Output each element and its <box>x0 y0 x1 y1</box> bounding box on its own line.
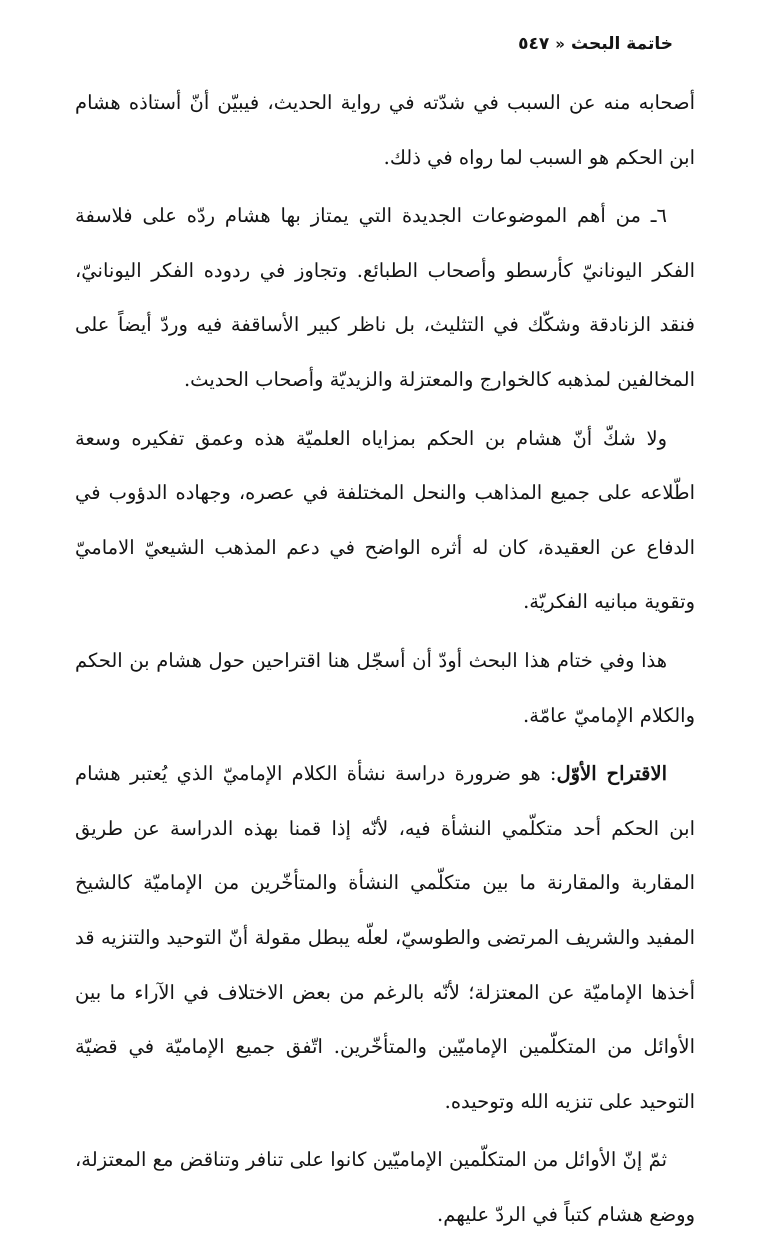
paragraph-4 <box>75 634 695 743</box>
paragraph-4-text: هذا وفي ختام هذا البحث أودّ أن أسجّل هنا اقتراحين حول هشام بن الحكم والكلام الإماميّ عامّة. <box>75 648 695 727</box>
paragraph-6 <box>75 1133 695 1242</box>
paragraph-5-bold-lead: الاقتراح الأوّل <box>556 762 668 786</box>
running-header <box>40 30 673 58</box>
paragraph-3-text: ولا شكّ أنّ هشام بن الحكم بمزاياه العلميّة هذه وعمق تفكيره وسعة اطّلاعه على جميع المذاهب والنحل المختلفة في عصره، وجهاده الدؤوب في الدفاع عن العقيدة، كان له أثره الواضح في دعم المذهب الشيعيّ الاماميّ وتقوية مبانيه الفكريّة. <box>75 426 695 614</box>
paragraph-3 <box>75 412 695 630</box>
paragraph-2-text: ٦ـ من أهم الموضوعات الجديدة التي يمتاز بها هشام ردّه على فلاسفة الفكر اليونانيّ كأرسطو وأصحاب الطبائع. وتجاوز في ردوده الفكر اليونانيّ، فنقد الزنادقة وشكّك في التثليث، بل ناظر كبير الأساقفة فيه وردّ أيضاً على المخالفين لمذهبه كالخوارج والمعتزلة والزيديّة وأصحاب الحديث. <box>75 204 695 391</box>
body-text <box>75 76 695 1246</box>
paragraph-6-text: ثمّ إنّ الأوائل من المتكلّمين الإماميّين كانوا على تنافر وتناقض مع المعتزلة، ووضع هشام كتباً في الردّ عليهم. <box>75 1148 695 1226</box>
paragraph-5-text: : هو ضرورة دراسة نشأة الكلام الإماميّ الذي يُعتبر هشام ابن الحكم أحد متكلّمي النشأة فيه، لأنّه إذا قمنا بهذه الدراسة عن طريق المقاربة والمقارنة ما بين متكلّمي النشأة والمتأخّرين من الإماميّة كالشيخ المفيد والشريف المرتضى والطوسيّ، لعلّه يبطل مقولة أنّ التوحيد والتنزيه قد أخذها الإماميّة عن المعتزلة؛ لأنّه بالرغم من بعض الاختلاف في الآراء ما بين الأوائل من المتكلّمين الإماميّين والمتأخّرين. اتّفق جميع الإماميّة في قضيّة التوحيد على تنزيه الله وتوحيده. <box>75 762 695 1113</box>
paragraph-2 <box>75 189 695 407</box>
paragraph-5 <box>75 747 695 1129</box>
page-number: ٥٤٧ <box>518 34 550 54</box>
header-title-group <box>518 34 673 54</box>
header-title: خاتمة البحث <box>570 34 673 54</box>
header-separator-icon: « <box>555 35 565 53</box>
paragraph-1-text: أصحابه منه عن السبب في شدّته في رواية الحديث، فيبيّن أنّ أستاذه هشام ابن الحكم هو السبب لما رواه في ذلك. <box>75 91 695 169</box>
paragraph-1 <box>75 76 695 185</box>
